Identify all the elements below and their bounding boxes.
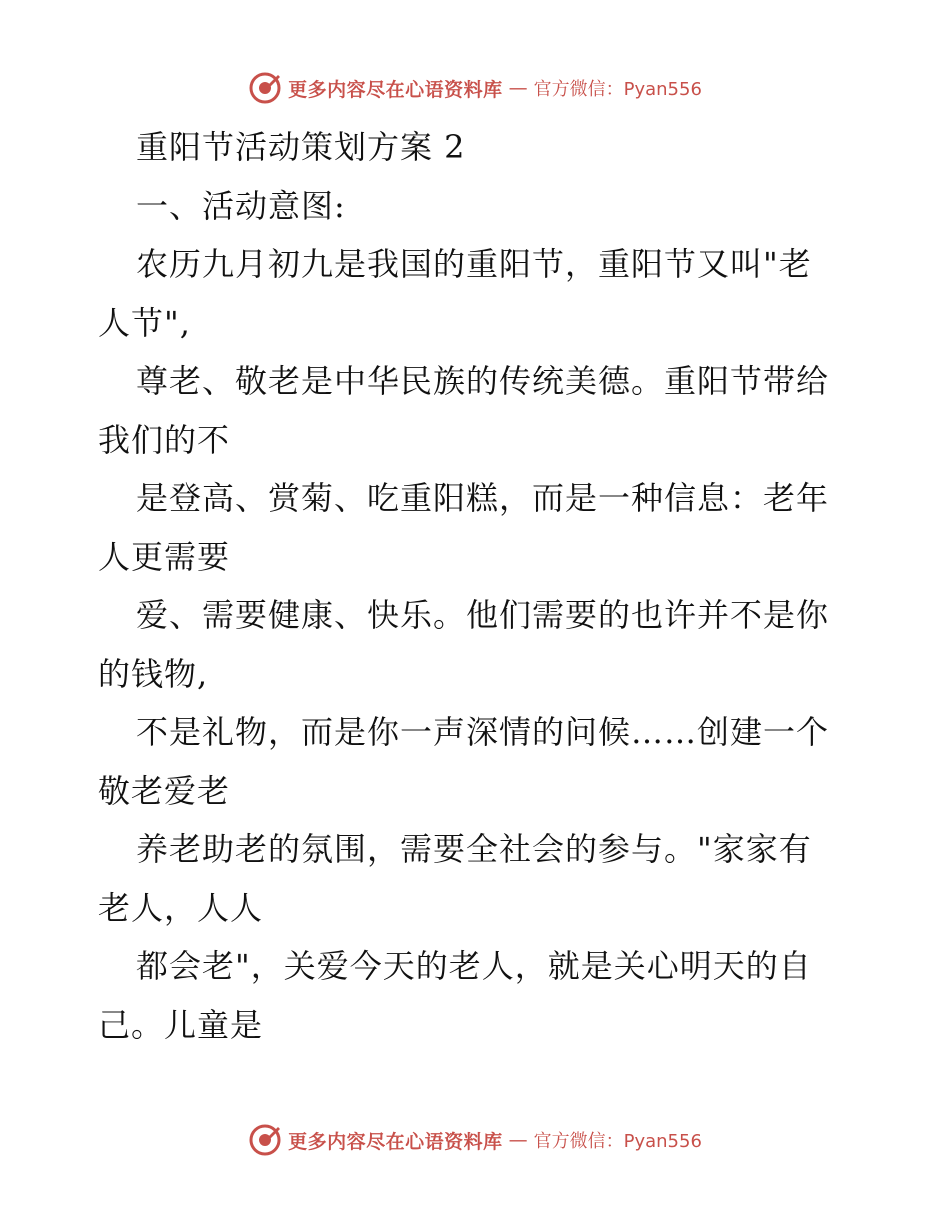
text-line: 人节", [98, 303, 191, 342]
text-line: 不是礼物，而是你一声深情的问候……创建一个 [136, 713, 830, 751]
text-line: 尊老、敬老是中华民族的传统美德。重阳节带给 [136, 362, 830, 400]
text-line: 爱、需要健康、快乐。他们需要的也许并不是你 [136, 596, 830, 634]
pen-logo-icon [248, 1123, 282, 1157]
banner-dash: — [508, 77, 528, 99]
text-line: 都会老"，关爱今天的老人，就是关心明天的自 [136, 947, 812, 985]
text-line: 是登高、赏菊、吃重阳糕，而是一种信息：老年 [136, 479, 830, 517]
document-body [98, 118, 858, 1054]
text-line: 己。儿童是 [98, 1005, 264, 1044]
text-line: 人更需要 [98, 537, 231, 576]
text-line: 养老助老的氛围，需要全社会的参与。"家家有 [136, 830, 812, 868]
banner-text: 更多内容尽在心语资料库 [288, 78, 503, 101]
text-line: 老人，人人 [98, 888, 264, 927]
footer-banner [0, 1120, 950, 1160]
text-line: 农历九月初九是我国的重阳节，重阳节又叫"老 [136, 245, 812, 283]
pen-logo-icon [248, 71, 282, 105]
banner-dash: — [508, 1129, 528, 1151]
banner-wechat: 官方微信：Pyan556 [533, 1131, 702, 1152]
text-line: 敬老爱老 [98, 771, 231, 810]
text-line: 一、活动意图: [136, 186, 346, 225]
text-line: 的钱物, [98, 654, 209, 693]
banner-text: 更多内容尽在心语资料库 [288, 1130, 503, 1153]
text-line: 我们的不 [98, 420, 231, 459]
header-banner [0, 68, 950, 108]
text-line: 重阳节活动策划方案 2 [136, 128, 466, 166]
banner-wechat: 官方微信：Pyan556 [533, 79, 702, 100]
